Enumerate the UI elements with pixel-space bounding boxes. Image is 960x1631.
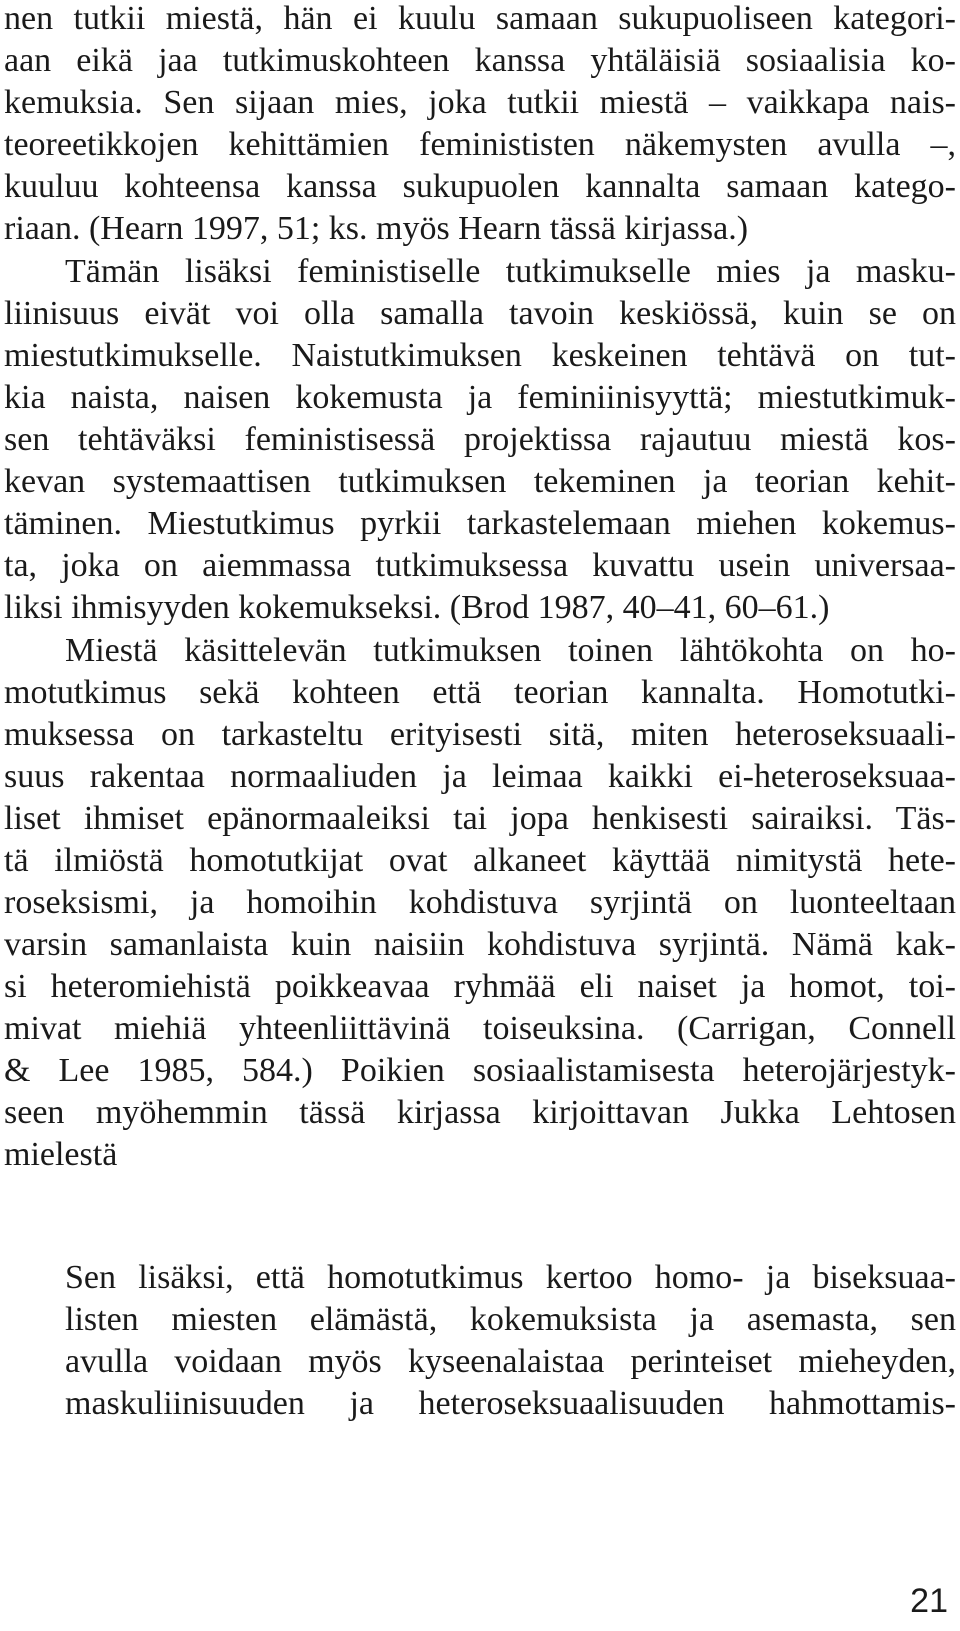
text-line: muksessa on tarkasteltu erityisesti sitä, miten heteroseksuaali- (4, 716, 956, 753)
text-line: liksi ihmisyyden kokemukseksi. (Brod 1987, 40–41, 60–61.) (4, 589, 830, 626)
text-line: sen tehtäväksi feministisessä projektissa rajautuu miestä kos- (4, 421, 956, 458)
text-line: täminen. Miestutkimus pyrkii tarkastelemaan miehen kokemus- (4, 505, 956, 542)
text-line: miestutkimukselle. Naistutkimuksen keskeinen tehtävä on tut- (4, 337, 956, 374)
text-line: teoreetikkojen kehittämien feminististen näkemysten avulla –, (4, 126, 956, 163)
text-line: kia naista, naisen kokemusta ja feminiinisyyttä; miestutkimuk- (4, 379, 956, 416)
text-line: si heteromiehistä poikkeavaa ryhmää eli naiset ja homot, toi- (4, 968, 956, 1005)
block-quote-line: listen miesten elämästä, kokemuksista ja asemasta, sen (65, 1301, 956, 1338)
text-line: aan eikä jaa tutkimuskohteen kanssa yhtäläisiä sosiaalisia ko- (4, 42, 956, 79)
text-line: liset ihmiset epänormaaleiksi tai jopa henkisesti sairaiksi. Täs- (4, 800, 956, 837)
text-line: mielestä (4, 1136, 118, 1173)
text-line: ta, joka on aiemmassa tutkimuksessa kuvattu usein universaa- (4, 547, 956, 584)
page-number: 21 (910, 1582, 948, 1620)
text-line: Miestä käsittelevän tutkimuksen toinen lähtökohta on ho- (65, 632, 956, 669)
text-line: suus rakentaa normaaliuden ja leimaa kaikki ei-heteroseksuaa- (4, 758, 956, 795)
text-line: liinisuus eivät voi olla samalla tavoin keskiössä, kuin se on (4, 295, 956, 332)
text-line: kevan systemaattisen tutkimuksen tekeminen ja teorian kehit- (4, 463, 956, 500)
text-line: kemuksia. Sen sijaan mies, joka tutkii miestä – vaikkapa nais- (4, 84, 956, 121)
text-line: & Lee 1985, 584.) Poikien sosiaalistamisesta heterojärjestyk- (4, 1052, 956, 1089)
text-line: motutkimus sekä kohteen että teorian kannalta. Homotutki- (4, 674, 956, 711)
block-quote-line: Sen lisäksi, että homotutkimus kertoo homo- ja biseksuaa- (65, 1259, 956, 1296)
text-line: kuuluu kohteensa kanssa sukupuolen kannalta samaan katego- (4, 168, 956, 205)
text-line: nen tutkii miestä, hän ei kuulu samaan sukupuoliseen kategori- (4, 0, 956, 37)
block-quote-line: avulla voidaan myös kyseenalaistaa perinteiset mieheyden, (65, 1343, 956, 1380)
block-quote-line: maskuliinisuuden ja heteroseksuaalisuuden hahmottamis- (65, 1385, 956, 1422)
text-line: varsin samanlaista kuin naisiin kohdistuva syrjintä. Nämä kak- (4, 926, 956, 963)
text-line: Tämän lisäksi feministiselle tutkimukselle mies ja masku- (65, 253, 956, 290)
text-line: tä ilmiöstä homotutkijat ovat alkaneet käyttää nimitystä hete- (4, 842, 956, 879)
text-line: riaan. (Hearn 1997, 51; ks. myös Hearn tässä kirjassa.) (4, 210, 749, 247)
text-line: roseksismi, ja homoihin kohdistuva syrjintä on luonteeltaan (4, 884, 956, 921)
text-line: mivat miehiä yhteenliittävinä toiseuksina. (Carrigan, Connell (4, 1010, 956, 1047)
text-line: seen myöhemmin tässä kirjassa kirjoittavan Jukka Lehtosen (4, 1094, 956, 1131)
